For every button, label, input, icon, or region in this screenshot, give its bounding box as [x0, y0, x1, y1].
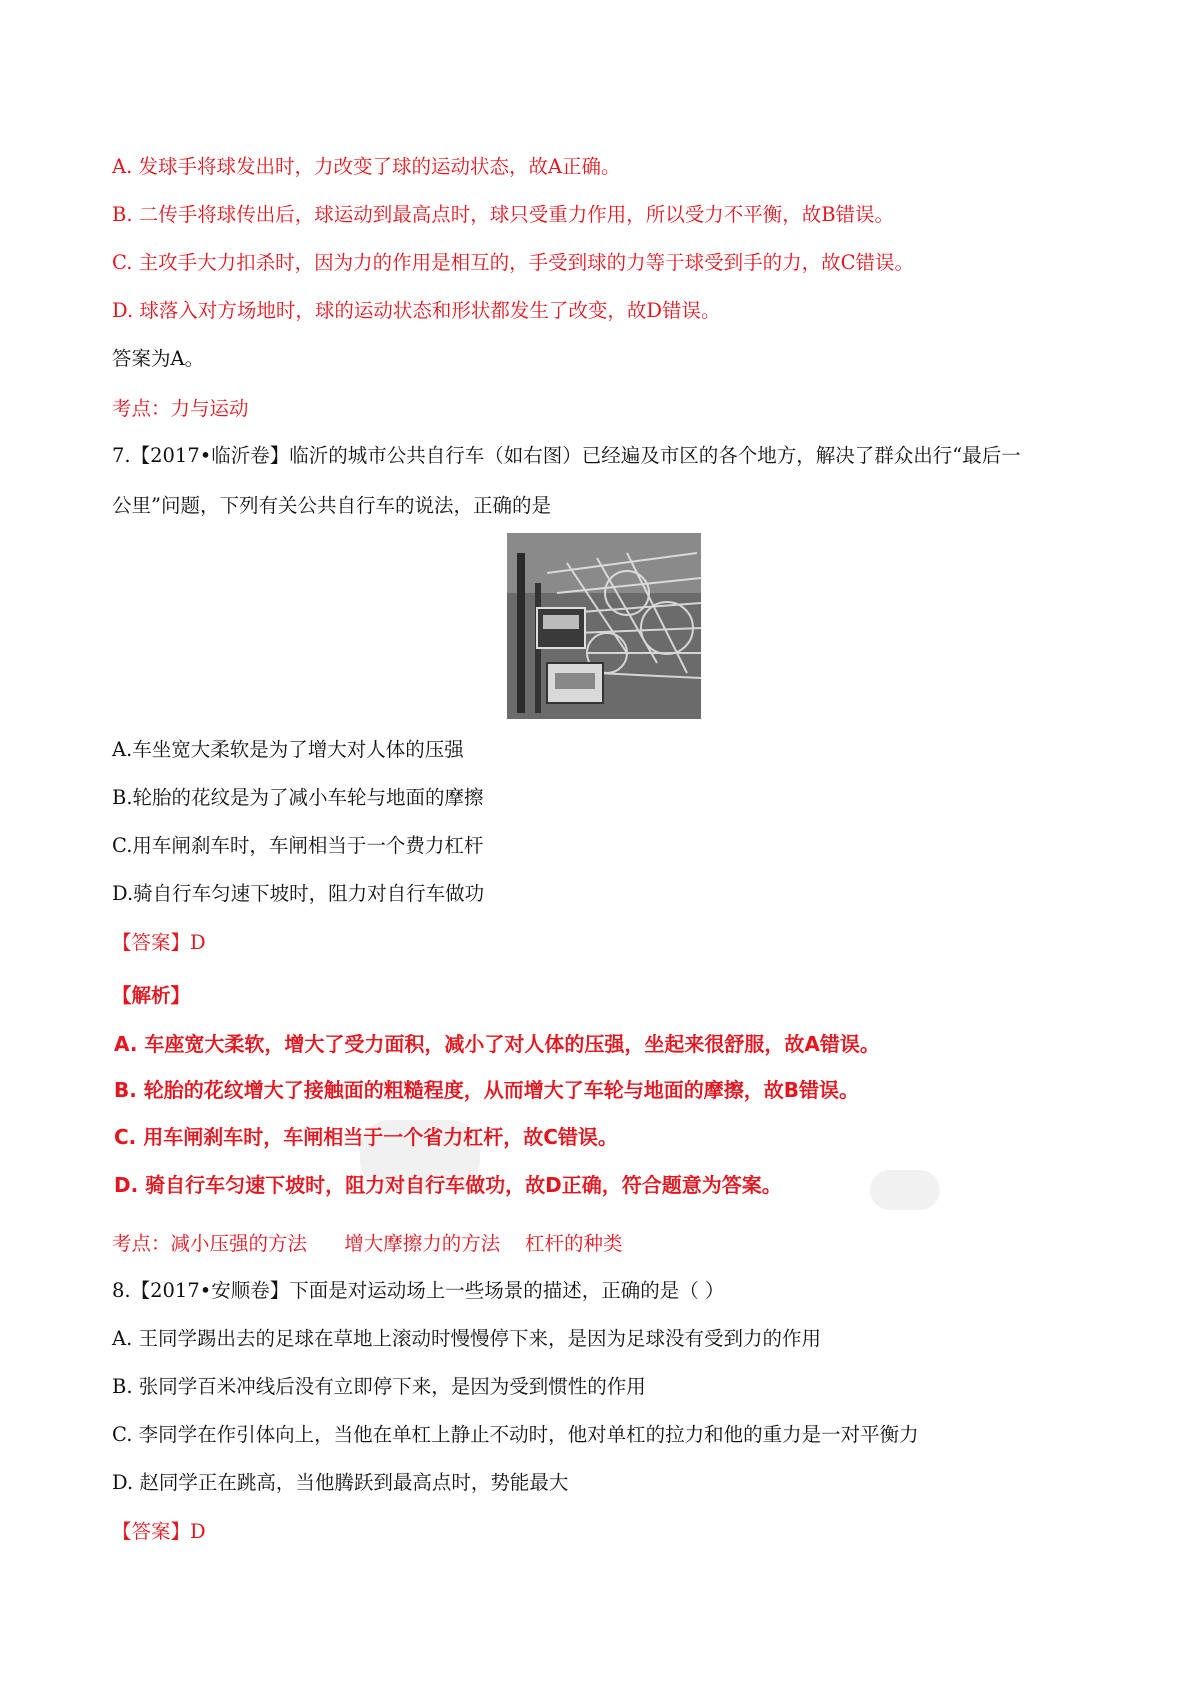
- s6-kaodian: 考点：力与运动: [112, 397, 249, 420]
- q8-option-d: D. 赵同学正在跳高，当他腾跃到最高点时，势能最大: [112, 1471, 569, 1494]
- s6-option-c: C. 主攻手大力扣杀时，因为力的作用是相互的，手受到球的力等于球受到手的力，故C错误。: [112, 251, 915, 274]
- bicycle-photo-icon: [507, 533, 701, 719]
- q7-option-c: C.用车闸刹车时，车闸相当于一个费力杠杆: [112, 834, 484, 857]
- s6-answer: 答案为A。: [112, 347, 205, 370]
- s6-option-d: D. 球落入对方场地时，球的运动状态和形状都发生了改变，故D错误。: [112, 299, 721, 322]
- q7-kaodian: 考点：减小压强的方法 增大摩擦力的方法 杠杆的种类: [112, 1232, 623, 1255]
- q8-option-c: C. 李同学在作引体向上，当他在单杠上静止不动时，他对单杠的拉力和他的重力是一对平衡力: [112, 1423, 919, 1446]
- s6-option-a: A. 发球手将球发出时，力改变了球的运动状态，故A正确。: [112, 155, 621, 178]
- q7-analysis-d: D. 骑自行车匀速下坡时，阻力对自行车做功，故D正确，符合题意为答案。: [114, 1173, 782, 1197]
- q7-analysis-a: A. 车座宽大柔软，增大了受力面积，减小了对人体的压强，坐起来很舒服，故A错误。: [114, 1032, 880, 1056]
- q7-option-a: A.车坐宽大柔软是为了增大对人体的压强: [112, 738, 464, 761]
- q7-stem-line1: 7.【2017•临沂卷】临沂的城市公共自行车（如右图）已经遍及市区的各个地方，解决了群众出行“最后一: [112, 444, 1021, 467]
- q7-option-b: B.轮胎的花纹是为了减小车轮与地面的摩擦: [112, 786, 484, 809]
- q8-answer: 【答案】D: [112, 1520, 206, 1543]
- q7-stem-line2: 公里”问题，下列有关公共自行车的说法，正确的是: [112, 494, 551, 517]
- scan-smudge: [870, 1170, 940, 1210]
- q7-analysis-title: 【解析】: [112, 984, 191, 1007]
- q8-option-b: B. 张同学百米冲线后没有立即停下来，是因为受到惯性的作用: [112, 1375, 646, 1398]
- q7-analysis-b: B. 轮胎的花纹增大了接触面的粗糙程度，从而增大了车轮与地面的摩擦，故B错误。: [114, 1078, 860, 1102]
- q7-analysis-c: C. 用车闸刹车时，车闸相当于一个省力杠杆，故C错误。: [114, 1125, 618, 1149]
- q8-option-a: A. 王同学踢出去的足球在草地上滚动时慢慢停下来，是因为足球没有受到力的作用: [112, 1327, 821, 1350]
- s6-option-b: B. 二传手将球传出后，球运动到最高点时，球只受重力作用，所以受力不平衡，故B错误。: [112, 203, 895, 226]
- q8-stem: 8.【2017•安顺卷】下面是对运动场上一些场景的描述，正确的是（ ）: [112, 1279, 725, 1302]
- q7-option-d: D.骑自行车匀速下坡时，阻力对自行车做功: [112, 882, 485, 905]
- q7-answer: 【答案】D: [112, 931, 206, 954]
